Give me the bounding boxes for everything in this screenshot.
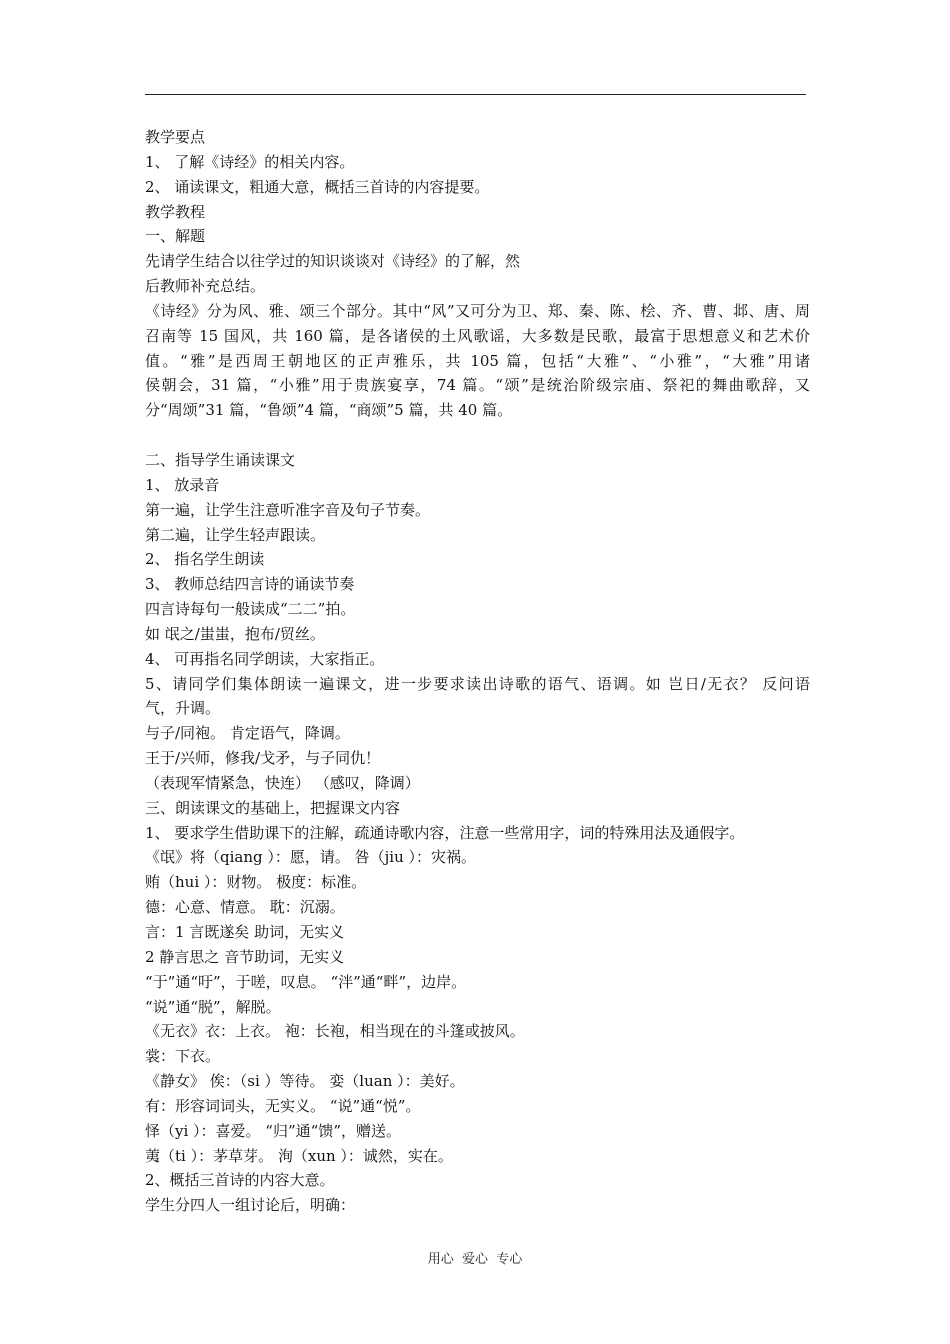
paragraph-line: 5、请同学们集体朗读一遍课文，进一步要求读出诗歌的语气、语调。如 岂日/无衣？ 反问语: [145, 674, 810, 693]
text-line: 有：形容词词头，无实义。 “说”通“悦”。: [145, 1096, 421, 1115]
header-rule: [145, 94, 806, 95]
blank-line: [145, 423, 810, 448]
paragraph-line: 值。“雅”是西周王朝地区的正声雅乐，共 105 篇，包括“大雅”、“小雅”，“大雅”用诸: [145, 351, 810, 370]
text-line: （表现军情紧急，快连） （感叹，降调）: [145, 773, 420, 792]
text-line: 荑（ti ）：茅草芽。 洵（xun ）：诚然，实在。: [145, 1146, 453, 1165]
text-line: 德：心意、情意。 耽：沉溺。: [145, 898, 345, 917]
text-line: 2、 诵读课文，粗通大意，概括三首诗的内容提要。: [145, 177, 490, 196]
text-line: 学生分四人一组讨论后，明确：: [145, 1196, 356, 1215]
paragraph-line: 《诗经》分为风、雅、颂三个部分。其中“风”又可分为卫、郑、秦、陈、桧、齐、曹、邶、唐、周: [145, 301, 810, 320]
section-heading: 教学要点: [145, 128, 206, 146]
section-heading: 教学教程: [145, 202, 206, 221]
page-footer: 用心 爱心 专心: [427, 1252, 523, 1267]
text-line: 第一遍，让学生注意听准字音及句子节奏。: [145, 500, 431, 519]
text-line: 如 氓之/蚩蚩，抱布/贸丝。: [145, 624, 325, 643]
text-line: 2、概括三首诗的内容大意。: [145, 1171, 335, 1190]
text-line: 《无衣》衣：上衣。 袍：长袍，相当现在的斗篷或披风。: [145, 1022, 525, 1041]
text-line: 2 静言思之 音节助词，无实义: [145, 947, 345, 966]
text-line: 1、 了解《诗经》的相关内容。: [145, 152, 355, 171]
text-line: 后教师补充总结。: [145, 277, 266, 296]
text-line: 气，升调。: [145, 699, 221, 718]
text-line: 王于/兴师，修我/戈矛，与子同仇！: [145, 749, 381, 768]
text-line: 3、 教师总结四言诗的诵读节奏: [145, 575, 355, 594]
text-line: 贿（hui ）：财物。 极度：标准。: [145, 873, 367, 892]
text-line: 《氓》将（qiang ）：愿，请。 咎（jiu ）：灾祸。: [145, 848, 477, 867]
text-line: 1、 要求学生借助课下的注解，疏通诗歌内容，注意一些常用字，词的特殊用法及通假字。: [145, 823, 745, 842]
document-body: [145, 125, 810, 1218]
text-line: 裳：下衣。: [145, 1047, 221, 1066]
section-heading: 二、指导学生诵读课文: [145, 450, 296, 469]
section-heading: 一、解题: [145, 227, 206, 246]
text-line: 四言诗每句一般读成“二二”拍。: [145, 600, 356, 619]
text-line: 2、 指名学生朗读: [145, 550, 265, 569]
text-line: 言：1 言既遂矣 助词，无实义: [145, 923, 345, 941]
section-heading: 三、朗读课文的基础上，把握课文内容: [145, 798, 401, 817]
text-line: 先请学生结合以往学过的知识谈谈对《诗经》的了解，然: [145, 252, 521, 271]
text-line: 1、 放录音: [145, 475, 220, 494]
text-line: 与子/同袍。 肯定语气，降调。: [145, 724, 350, 743]
text-line: 《静女》 俟：（si ）等待。 娈（luan ）：美好。: [145, 1072, 465, 1091]
paragraph-line: 分“周颂”31 篇，“鲁颂”4 篇，“商颂”5 篇，共 40 篇。: [145, 401, 513, 420]
text-line: 第二遍，让学生轻声跟读。: [145, 525, 326, 544]
paragraph-line: 侯朝会，31 篇，“小雅”用于贵族宴享，74 篇。“颂”是统治阶级宗庙、祭祀的舞曲歌辞，又: [145, 376, 810, 395]
paragraph-line: 召南等 15 国风，共 160 篇，是各诸侯的土风歌谣，大多数是民歌，最富于思想意义和艺术价: [145, 326, 810, 345]
text-line: “于”通“吁”，于嗟，叹息。 “泮”通“畔”，边岸。: [145, 972, 467, 991]
text-line: “说”通“脱”，解脱。: [145, 997, 281, 1016]
text-line: 4、 可再指名同学朗读，大家指正。: [145, 649, 385, 668]
text-line: 怿（yi ）：喜爱。 “归”通“馈”，赠送。: [145, 1121, 401, 1140]
